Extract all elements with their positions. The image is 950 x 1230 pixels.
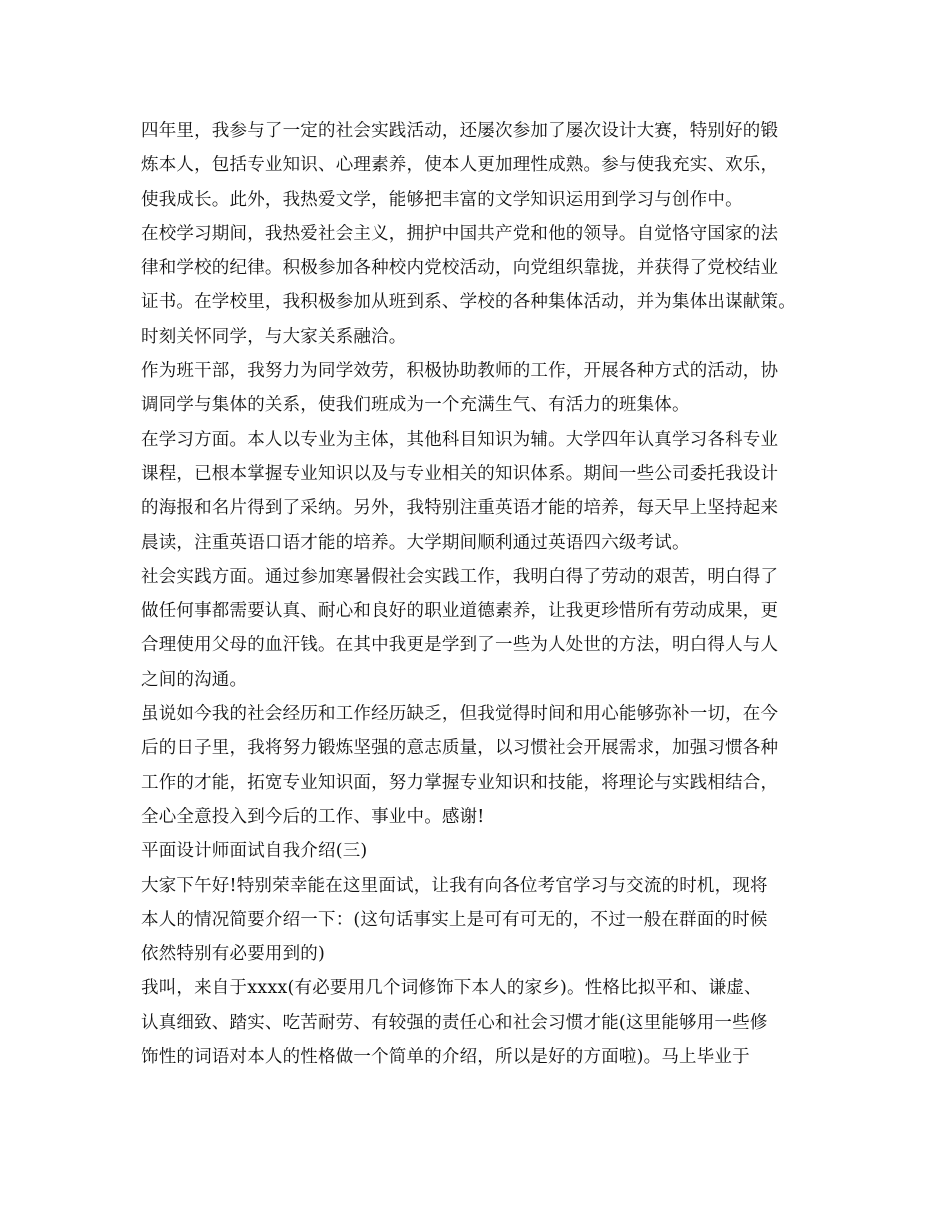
text-line: 调同学与集体的关系，使我们班成为一个充满生气、有活力的班集体。 bbox=[141, 395, 690, 416]
text-line: 在学习方面。本人以专业为主体，其他科目知识为辅。大学四年认真学习各科专业 bbox=[141, 429, 779, 450]
text-line: 做任何事都需要认真、耐心和良好的职业道德素养，让我更珍惜所有劳动成果，更 bbox=[141, 601, 779, 622]
text-line: 的海报和名片得到了采纳。另外，我特别注重英语才能的培养，每天早上坚持起来 bbox=[141, 498, 779, 519]
text-line: 饰性的词语对本人的性格做一个简单的介绍，所以是好的方面啦)。马上毕业于 bbox=[141, 1047, 750, 1068]
text-line: 作为班干部，我努力为同学效劳，积极协助教师的工作，开展各种方式的活动，协 bbox=[141, 361, 779, 382]
text-line: 依然特别有必要用到的) bbox=[141, 944, 326, 965]
text-line: 晨读，注重英语口语才能的培养。大学期间顺利通过英语四六级考试。 bbox=[141, 532, 690, 553]
text-line: 时刻关怀同学，与大家关系融洽。 bbox=[141, 326, 407, 347]
text-line: 后的日子里，我将努力锻炼坚强的意志质量，以习惯社会开展需求，加强习惯各种 bbox=[141, 738, 779, 759]
text-line: 合理使用父母的血汗钱。在其中我更是学到了一些为人处世的方法，明白得人与人 bbox=[141, 635, 779, 656]
text-line: 虽说如今我的社会经历和工作经历缺乏，但我觉得时间和用心能够弥补一切，在今 bbox=[141, 704, 779, 725]
text-line: 在校学习期间，我热爱社会主义，拥护中国共产党和他的领导。自觉恪守国家的法 bbox=[141, 223, 779, 244]
text-line: 社会实践方面。通过参加寒暑假社会实践工作，我明白得了劳动的艰苦，明白得了 bbox=[141, 566, 779, 587]
text-line: 工作的才能，拓宽专业知识面，努力掌握专业知识和技能，将理论与实践相结合， bbox=[141, 772, 779, 793]
text-line: 炼本人，包括专业知识、心理素养，使本人更加理性成熟。参与使我充实、欢乐， bbox=[141, 155, 779, 176]
text-line: 大家下午好!特别荣幸能在这里面试，让我有向各位考官学习与交流的时机，现将 bbox=[141, 875, 768, 896]
text-line: 我叫，来自于xxxx(有必要用几个词修饰下本人的家乡)。性格比拟平和、谦虚、 bbox=[141, 978, 762, 999]
document-body bbox=[141, 114, 831, 1074]
text-line: 全心全意投入到今后的工作、事业中。感谢! bbox=[141, 806, 485, 827]
text-line: 证书。在学校里，我积极参加从班到系、学校的各种集体活动，并为集体出谋献策。 bbox=[141, 292, 796, 313]
text-line: 之间的沟通。 bbox=[141, 669, 248, 690]
text-line: 四年里，我参与了一定的社会实践活动，还屡次参加了屡次设计大赛，特别好的锻 bbox=[141, 121, 779, 141]
section-heading: 平面设计师面试自我介绍(三) bbox=[141, 841, 368, 862]
text-line: 课程，已根本掌握专业知识以及与专业相关的知识体系。期间一些公司委托我设计 bbox=[141, 463, 779, 484]
text-line: 律和学校的纪律。积极参加各种校内党校活动，向党组织靠拢，并获得了党校结业 bbox=[141, 258, 779, 279]
text-line: 本人的情况简要介绍一下：(这句话事实上是可有可无的，不过一般在群面的时候 bbox=[141, 909, 768, 930]
text-line: 使我成长。此外，我热爱文学，能够把丰富的文学知识运用到学习与创作中。 bbox=[141, 189, 743, 210]
text-line: 认真细致、踏实、吃苦耐劳、有较强的责任心和社会习惯才能(这里能够用一些修 bbox=[141, 1012, 768, 1033]
